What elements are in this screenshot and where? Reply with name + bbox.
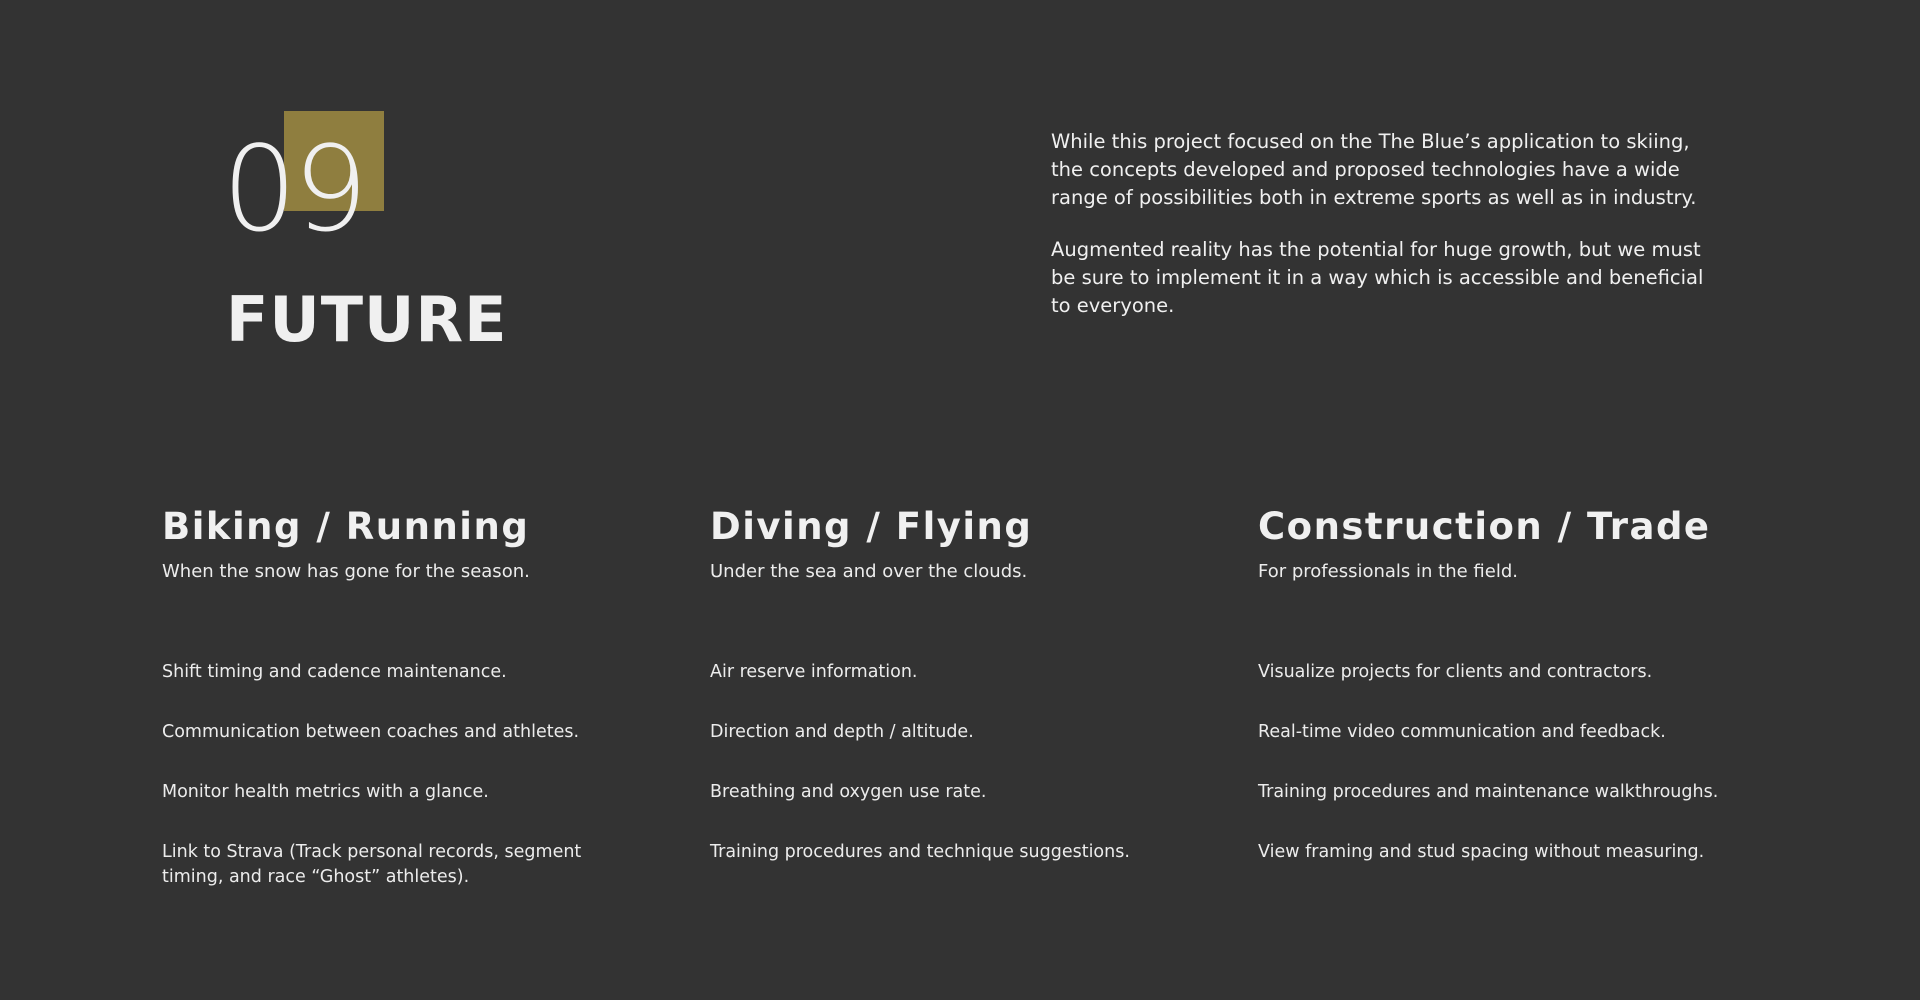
list-item: Monitor health metrics with a glance. — [162, 782, 489, 802]
section-title: FUTURE — [226, 283, 508, 356]
list-item: Communication between coaches and athletes. — [162, 722, 580, 742]
list-item: View framing and stud spacing without measuring. — [1258, 842, 1705, 862]
use-case-columns — [162, 502, 1822, 922]
list-item: Shift timing and cadence maintenance. — [162, 662, 507, 682]
column-construction-trade — [1258, 502, 1788, 900]
section-number: 09 — [222, 120, 365, 258]
list-item: Direction and depth / altitude. — [710, 722, 974, 742]
list-item: Training procedures and maintenance walkthroughs. — [1258, 782, 1719, 802]
intro-paragraph: Augmented reality has the potential for huge growth, but we must be sure to implement it in a way which is accessible and beneficial to everyone. — [1051, 238, 1704, 317]
column-biking-running — [162, 502, 692, 925]
feature-list — [710, 660, 1240, 865]
feature-list — [162, 660, 692, 890]
list-item: Real-time video communication and feedback. — [1258, 722, 1666, 742]
list-item: Training procedures and technique suggestions. — [710, 842, 1130, 862]
intro-text — [1051, 128, 1711, 344]
list-item: Air reserve information. — [710, 662, 918, 682]
feature-list — [1258, 660, 1788, 865]
section-marker — [222, 110, 642, 370]
column-subtitle: Under the sea and over the clouds. — [710, 561, 1028, 582]
list-item: Visualize projects for clients and contractors. — [1258, 662, 1653, 682]
column-diving-flying — [710, 502, 1240, 900]
list-item: Link to Strava (Track personal records, segment timing, and race “Ghost” athletes). — [162, 842, 582, 887]
column-title: Diving / Flying — [710, 505, 1033, 548]
column-subtitle: For professionals in the field. — [1258, 561, 1518, 582]
list-item: Breathing and oxygen use rate. — [710, 782, 987, 802]
column-title: Biking / Running — [162, 505, 530, 548]
column-title: Construction / Trade — [1258, 505, 1711, 548]
column-subtitle: When the snow has gone for the season. — [162, 561, 530, 582]
intro-paragraph: While this project focused on the The Blue’s application to skiing, the concepts developed and proposed technologies have a wide range of possibilities both in extreme sports as well as in industry. — [1051, 130, 1697, 209]
